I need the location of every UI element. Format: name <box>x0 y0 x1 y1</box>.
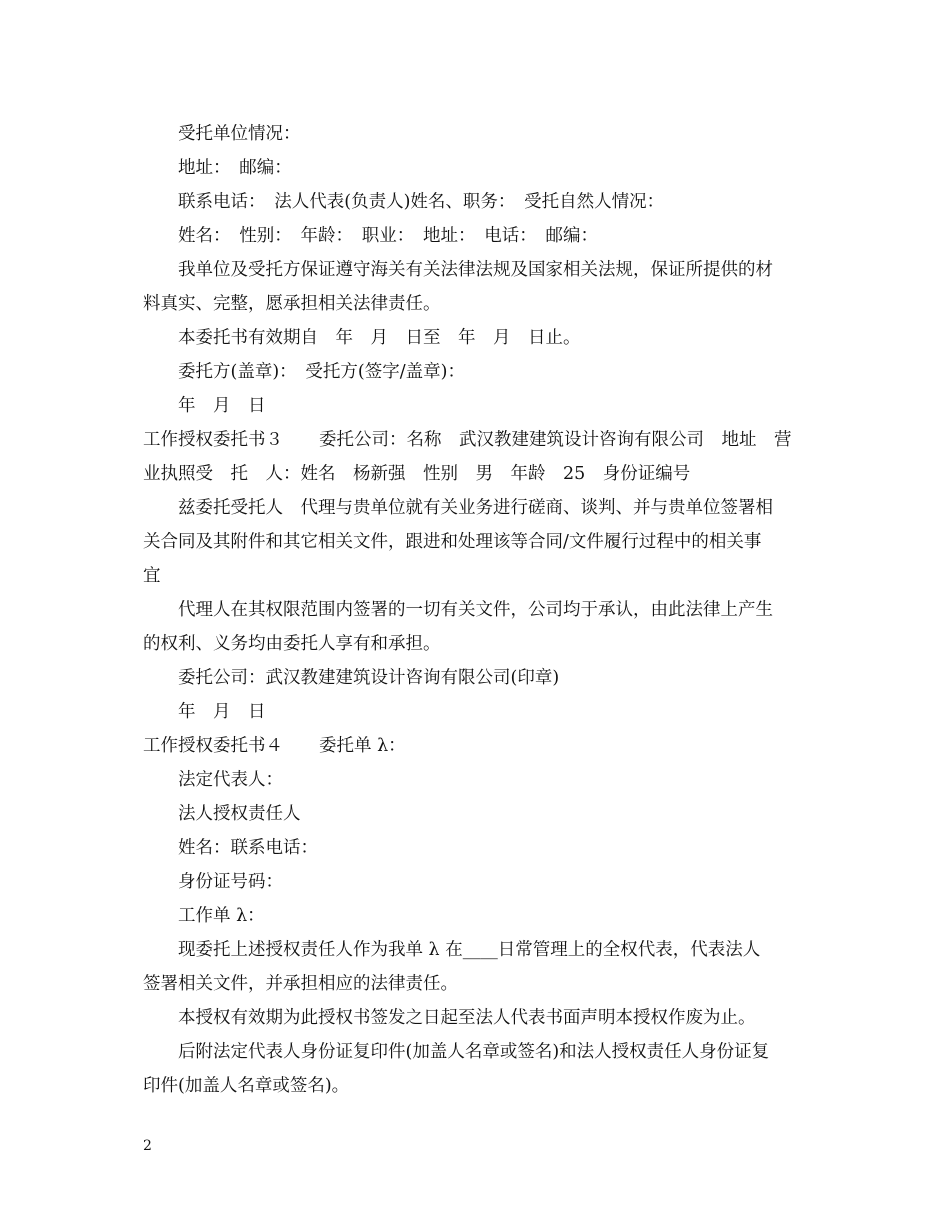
text-line: 业执照受 托 人：姓名 杨新强 性别 男 年龄 25 身份证编号 <box>143 464 691 484</box>
text-line: 地址： 邮编： <box>178 158 292 178</box>
text-line: 委托公司：武汉教建建筑设计咨询有限公司(印章) <box>178 668 560 688</box>
section-heading: 工作授权委托书３ <box>143 430 283 450</box>
text-line: 宜 <box>143 566 161 586</box>
document-body <box>143 117 823 1103</box>
text-line: 本授权有效期为此授权书签发之日起至法人代表书面声明本授权作废为止。 <box>178 1008 756 1028</box>
text-span: 委托单 λ： <box>319 736 406 756</box>
text-line: 料真实、完整，愿承担相关法律责任。 <box>143 294 441 314</box>
text-line: 后附法定代表人身份证复印件(加盖人名章或签名)和法人授权责任人身份证复 <box>178 1042 770 1062</box>
text-line: 姓名： 性别： 年龄： 职业： 地址： 电话： 邮编： <box>178 226 598 246</box>
text-line: 身份证号码： <box>178 872 283 892</box>
text-line: 受托单位情况： <box>178 124 301 144</box>
text-line: 联系电话： 法人代表(负责人)姓名、职务： 受托自然人情况： <box>178 192 665 212</box>
text-span: 委托公司：名称 武汉教建建筑设计咨询有限公司 地址 营 <box>319 430 792 450</box>
text-line: 的权利、义务均由委托人享有和承担。 <box>143 634 441 654</box>
text-line: 现委托上述授权责任人作为我单 λ 在____日常管理上的全权代表，代表法人 <box>178 940 761 960</box>
page-number: 2 <box>143 1138 152 1154</box>
text-line: 法定代表人： <box>178 770 283 790</box>
text-line: 兹委托受托人 代理与贵单位就有关业务进行磋商、谈判、并与贵单位签署相 <box>178 498 773 518</box>
text-line: 印件(加盖人名章或签名)。 <box>143 1076 350 1096</box>
text-line: 代理人在其权限范围内签署的一切有关文件，公司均于承认，由此法律上产生 <box>178 600 773 620</box>
text-line: 签署相关文件，并承担相应的法律责任。 <box>143 974 458 994</box>
text-line: 法人授权责任人 <box>178 804 301 824</box>
text-line: 本委托书有效期自 年 月 日至 年 月 日止。 <box>178 328 581 348</box>
text-line: 年 月 日 <box>178 396 266 416</box>
text-line: 年 月 日 <box>178 702 266 722</box>
text-line: 我单位及受托方保证遵守海关有关法律法规及国家相关法规，保证所提供的材 <box>178 260 773 280</box>
section-heading: 工作授权委托书４ <box>143 736 283 756</box>
text-line: 关合同及其附件和其它相关文件，跟进和处理该等合同/文件履行过程中的相关事 <box>143 532 762 552</box>
text-line: 姓名：联系电话： <box>178 838 318 858</box>
section-heading-line <box>143 729 823 763</box>
text-line: 工作单 λ： <box>178 906 265 926</box>
section-heading-line <box>143 423 823 457</box>
text-line: 委托方(盖章)： 受托方(签字/盖章)： <box>178 362 465 382</box>
